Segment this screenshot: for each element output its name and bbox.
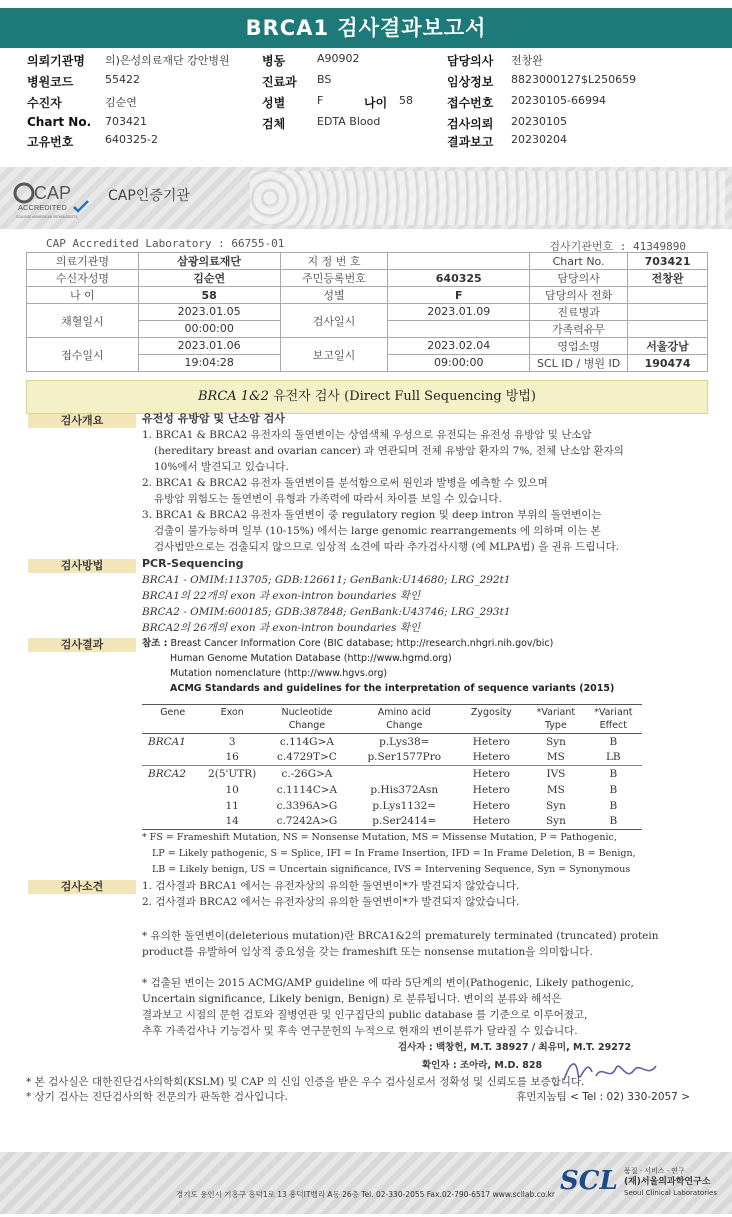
table-cell: p.Lys1132=: [372, 799, 437, 812]
abbr-line: * FS = Frameshift Mutation, NS = Nonsense Mutation, MS = Missense Mutation, P = Pathogenic,: [142, 832, 617, 843]
table-cell: B: [609, 799, 618, 812]
header-label: 결과보고: [447, 135, 494, 149]
note-line: product를 유발하여 임상적 중요성을 갖는 frameshift 또는 nonsense mutation을 의미합니다.: [142, 946, 593, 958]
table-cell: p.His372Asn: [370, 783, 439, 796]
table-row: [142, 814, 642, 830]
note-acmg: [142, 975, 702, 1039]
header-label: 접수번호: [447, 96, 494, 110]
header-label: Chart No.: [27, 115, 92, 129]
info-value: [628, 287, 708, 304]
table-row: [142, 782, 642, 798]
header-value: 전창완: [511, 54, 543, 67]
info-value: F: [388, 287, 530, 304]
table-cell: [142, 814, 203, 830]
header-label: 나이: [364, 96, 388, 110]
method-line: BRCA2의 26개의 exon 과 exon-intron boundaries 확인: [142, 622, 421, 634]
patient-info-table: [26, 252, 708, 372]
info-key: 성별: [280, 287, 388, 304]
table-cell: [142, 750, 203, 766]
table-cell: c.114G>A: [279, 735, 334, 748]
table-cell: c.-26G>A: [261, 766, 353, 782]
variant-rows: [142, 734, 642, 830]
certification-note: * 본 검사실은 대한진단검사의학회(KSLM) 및 CAP 의 신임 인증을 받은 우수 검사실로서 정확성 및 신뢰도를 보증합니다.: [26, 1076, 585, 1088]
table-cell: B: [585, 814, 642, 830]
info-value: 640325: [388, 270, 530, 287]
note-line: 결과보고 시점의 문헌 검토와 질병연관 및 인구집단의 public database 를 기준으로 이루어졌고,: [142, 1009, 588, 1021]
table-cell: B: [609, 783, 618, 796]
header-value: 20230105: [511, 115, 567, 128]
table-cell: B: [609, 735, 618, 748]
confirmer-signature: 확인자 : 조아라, M.D. 828: [422, 1060, 543, 1071]
banner-text: 유전자 검사 (Direct Full Sequencing 방법): [268, 389, 536, 404]
opinion-line: 2. 검사결과 BRCA2 에서는 유전자상의 유의한 돌연변이*가 발견되지 않았습니다.: [142, 896, 520, 908]
table-cell: LB: [605, 751, 621, 764]
col-header: *Variant Effect: [585, 705, 642, 734]
table-cell: Syn: [545, 735, 566, 748]
lab-accreditation: CAP Accredited Laboratory : 66755-01: [46, 237, 285, 250]
info-key: 영업소명: [530, 338, 628, 355]
header-label: 병원코드: [27, 75, 74, 89]
tester-signature: 검사자 : 백창헌, M.T. 38927 / 최유미, M.T. 29272: [398, 1042, 632, 1053]
header-label: 병동: [262, 54, 286, 68]
info-value: 00:00:00: [138, 321, 280, 338]
header-value: 640325-2: [105, 133, 158, 146]
table-cell: 16: [225, 751, 239, 764]
table-cell: Hetero: [456, 766, 528, 782]
info-key: 접수일시: [27, 338, 139, 372]
col-header: Nucleotide Change: [261, 705, 353, 734]
header-value: EDTA Blood: [317, 115, 381, 128]
info-key: 보고일시: [280, 338, 388, 372]
table-row: [142, 798, 642, 814]
info-value: 삼광의료재단: [138, 253, 280, 270]
method-text: [142, 556, 702, 636]
table-row: [142, 750, 642, 766]
table-cell: Syn: [545, 799, 566, 812]
header-label: 검체: [262, 117, 286, 131]
section-result-label: 검사결과: [28, 638, 136, 652]
table-cell: p.Ser1577Pro: [367, 751, 442, 764]
header-value: 의)은성의료재단 강안병원: [105, 54, 230, 67]
table-cell: B: [585, 766, 642, 782]
section-method-label: 검사방법: [28, 559, 136, 573]
header-value: 20230105-66994: [511, 94, 606, 107]
col-header: Exon: [203, 705, 260, 734]
table-row: [142, 734, 642, 750]
footer-address: 경기도 용인시 기흥구 흥덕1로 13 흥덕IT밸리 A동 26층 Tel. 02-330-2055 Fax.02-790-6517 www.scllab.co.kr: [176, 1190, 555, 1199]
cap-banner: [0, 167, 732, 229]
info-key: 검사일시: [280, 304, 388, 338]
header-label: 의뢰기관명: [27, 54, 85, 68]
header-value: 703421: [105, 115, 147, 128]
overview-line: 검출이 불가능하며 일부 (10-15%) 에서는 large genomic rearrangements 에 의하며 이는 본: [154, 525, 601, 537]
info-key: 담당의사: [530, 270, 628, 287]
header-label: 담당의사: [447, 54, 494, 68]
info-value: 19:04:28: [138, 355, 280, 372]
info-value: [388, 253, 530, 270]
overview-line: 2. BRCA1 & BRCA2 유전자 돌연변이를 분석함으로써 원인과 발병을 예측할 수 있으며: [142, 477, 548, 489]
abbr-line: LP = Likely pathogenic, S = Splice, IFI = In Frame Insertion, IFD = In Frame Deletion, B = Benign,: [152, 848, 636, 859]
info-key: Chart No.: [530, 253, 628, 270]
table-cell: Hetero: [472, 799, 510, 812]
table-cell: 11: [225, 799, 239, 812]
footer-band: [0, 1152, 732, 1214]
table-cell: p.Lys38=: [379, 735, 430, 748]
info-value: 58: [138, 287, 280, 304]
header-value: 58: [399, 94, 413, 107]
cap-label: CAP인증기관: [108, 188, 190, 204]
table-cell: 10: [225, 783, 239, 796]
table-row: [27, 287, 708, 304]
abbreviation-legend: [142, 830, 702, 878]
header-label: 수진자: [27, 96, 62, 110]
variant-table: [142, 704, 642, 830]
table-cell: 3: [228, 735, 236, 748]
note-line: 추후 가족검사나 기능검사 및 후속 연구문헌의 누적으로 현재의 변이분류가 달라질 수 있습니다.: [142, 1025, 578, 1037]
info-key: 지 정 번 호: [280, 253, 388, 270]
table-cell: Hetero: [472, 783, 510, 796]
info-value: 2023.01.05: [138, 304, 280, 321]
method-heading: PCR-Sequencing: [142, 557, 244, 570]
header-value: 55422: [105, 73, 140, 86]
reviewed-note: [26, 1089, 708, 1104]
info-key: 채혈일시: [27, 304, 139, 338]
info-value: 703421: [628, 253, 708, 270]
note-line: * 검출된 변이는 2015 ACMG/AMP guideline 에 따라 5단계의 변이(Pathogenic, Likely pathogenic,: [142, 977, 634, 989]
team-contact: 휴먼지놈팀 < Tel : 02) 330-2057 >: [516, 1091, 690, 1103]
note-deleterious: [142, 928, 702, 960]
abbr-line: LB = Likely benign, US = Uncertain significance, IVS = Intervening Sequence, Syn = Synonymous: [152, 864, 631, 875]
header-label: 임상정보: [447, 75, 494, 89]
note-line: * 유의한 돌연변이(deleterious mutation)란 BRCA1&2의 prematurely terminated (truncated) protein: [142, 930, 659, 942]
info-key: 주민등록번호: [280, 270, 388, 287]
opinion-line: 1. 검사결과 BRCA1 에서는 유전자상의 유의한 돌연변이*가 발견되지 않았습니다.: [142, 880, 520, 892]
decorative-pattern: [250, 171, 725, 225]
info-key: 수신자성명: [27, 270, 139, 287]
overview-heading: 유전성 유방암 및 난소암 검사: [142, 412, 285, 425]
section-overview-label: 검사개요: [28, 414, 136, 428]
table-cell: c.7242A>G: [261, 814, 353, 830]
scl-name-ko: (재)서울의과학연구소: [624, 1177, 711, 1187]
note-line: Uncertain significance, Likely benign, Benign) 로 분류됩니다. 변이의 분류와 해석은: [142, 993, 562, 1005]
info-value: 09:00:00: [388, 355, 530, 372]
ref-line: Human Genome Mutation Database (http://www.hgmd.org): [170, 653, 452, 664]
col-header: Gene: [142, 705, 203, 734]
table-cell: BRCA2: [142, 766, 203, 782]
header-label: 진료과: [262, 75, 297, 89]
table-cell: 14: [203, 814, 260, 830]
overview-line: 유방암 위험도는 돌연변이 유형과 가족력에 따라서 차이를 보일 수 있습니다.: [154, 493, 502, 505]
overview-text: [142, 411, 702, 555]
table-cell: [142, 782, 203, 798]
header-value: F: [317, 94, 324, 107]
info-key: 의료기관명: [27, 253, 139, 270]
test-banner: [26, 380, 708, 414]
info-key: SCL ID / 병원 ID: [530, 355, 628, 372]
cap-accredited-logo: [12, 175, 102, 221]
scl-logo-caption: [624, 1166, 717, 1199]
method-line: BRCA1의 22개의 exon 과 exon-intron boundaries 확인: [142, 590, 421, 602]
overview-line: 검사법만으로는 검출되지 않으므로 임상적 소견에 따라 추가검사시행 (예 MLPA법) 을 권유 드립니다.: [154, 541, 620, 553]
header-label: 성별: [262, 96, 286, 110]
table-cell: Syn: [527, 814, 584, 830]
table-row: [142, 766, 642, 782]
info-key: 나 이: [27, 287, 139, 304]
info-value: 2023.01.06: [138, 338, 280, 355]
info-value: 김순연: [138, 270, 280, 287]
table-row: [27, 338, 708, 355]
table-cell: MS: [546, 783, 565, 796]
header-label: 고유번호: [27, 135, 74, 149]
header-value: 20230204: [511, 133, 567, 146]
cap-logo-text: CAP: [34, 183, 72, 203]
table-cell: [353, 766, 455, 782]
table-cell: c.4729T>C: [277, 751, 337, 764]
info-value: 190474: [628, 355, 708, 372]
table-cell: c.3396A>G: [276, 799, 338, 812]
info-value: 2023.01.09: [388, 304, 530, 321]
info-value: [628, 304, 708, 321]
scl-name-en: Seoul Clinical Laboratories: [624, 1189, 717, 1197]
scl-tagline: 품질 · 서비스 · 연구: [624, 1167, 685, 1175]
overview-line: 1. BRCA1 & BRCA2 유전자의 돌연변이는 상염색체 우성으로 유전되는 유전성 유방암 및 난소암: [142, 429, 592, 441]
table-cell: 2(5'UTR): [203, 766, 260, 782]
header-value: A90902: [317, 52, 360, 65]
table-cell: Hetero: [456, 814, 528, 830]
ref-line: Mutation nomenclature (http://www.hgvs.org): [170, 668, 388, 679]
table-cell: MS: [546, 751, 565, 764]
col-header: Zygosity: [456, 705, 528, 734]
header-value: 8823000127$L250659: [511, 73, 637, 86]
ref-line: ACMG Standards and guidelines for the interpretation of sequence variants (2015): [170, 683, 615, 694]
table-cell: p.Ser2414=: [353, 814, 455, 830]
table-header-row: [142, 705, 642, 734]
method-line: BRCA1 - OMIM:113705; GDB:126611; GenBank:U14680; LRG_292t1: [142, 574, 511, 586]
header-value: BS: [317, 73, 332, 86]
table-cell: BRCA1: [148, 735, 186, 748]
opinion-text: [142, 878, 702, 910]
cap-logo-sub: ACCREDITED: [18, 203, 67, 212]
table-row: [27, 253, 708, 270]
info-value: 2023.02.04: [388, 338, 530, 355]
report-title: BRCA1 검사결과보고서: [0, 8, 732, 48]
info-value: 전창완: [628, 270, 708, 287]
overview-line: 10%에서 발견되고 있습니다.: [154, 461, 289, 473]
info-value: [628, 321, 708, 338]
info-value: [388, 321, 530, 338]
header-label: 검사의뢰: [447, 117, 494, 131]
overview-line: (hereditary breast and ovarian cancer) 과 연관되며 전체 유방암 환자의 7%, 전체 난소암 환자의: [154, 445, 624, 457]
header-value: 김순연: [105, 96, 137, 109]
reviewed-text: * 상기 검사는 진단검사의학 전문의가 판독한 검사입니다.: [26, 1091, 288, 1103]
ref-line: Breast Cancer Information Core (BIC database; http://research.nhgri.nih.gov/bic): [170, 638, 554, 649]
report-sheet: [26, 232, 708, 1192]
scl-logo: SCL: [560, 1166, 618, 1196]
table-row: [27, 270, 708, 287]
info-key: 진료병과: [530, 304, 628, 321]
organization-number: 검사기관번호 : 41349890: [549, 240, 686, 253]
refs-label: 참조 :: [142, 638, 168, 649]
info-key: 담당의사 전화: [530, 287, 628, 304]
references: [142, 636, 702, 696]
table-row: [27, 304, 708, 321]
method-line: BRCA2 - OMIM:600185; GDB:387848; GenBank:U43746; LRG_293t1: [142, 606, 511, 618]
banner-gene: BRCA 1&2: [198, 389, 269, 404]
table-cell: [142, 798, 203, 814]
cap-logo-sub2: COLLEGE of AMERICAN PATHOLOGISTS: [16, 215, 78, 219]
info-key: 가족력유무: [530, 321, 628, 338]
col-header: Amino acid Change: [353, 705, 455, 734]
table-cell: c.1114C>A: [276, 783, 338, 796]
section-opinion-label: 검사소견: [28, 880, 136, 894]
table-cell: Hetero: [472, 751, 510, 764]
info-value: 서울강남: [628, 338, 708, 355]
col-header: *Variant Type: [527, 705, 584, 734]
table-cell: Hetero: [472, 735, 510, 748]
table-cell: IVS: [527, 766, 584, 782]
overview-line: 3. BRCA1 & BRCA2 유전자 돌연변이 중 regulatory region 및 deep intron 부위의 돌연변이는: [142, 509, 602, 521]
